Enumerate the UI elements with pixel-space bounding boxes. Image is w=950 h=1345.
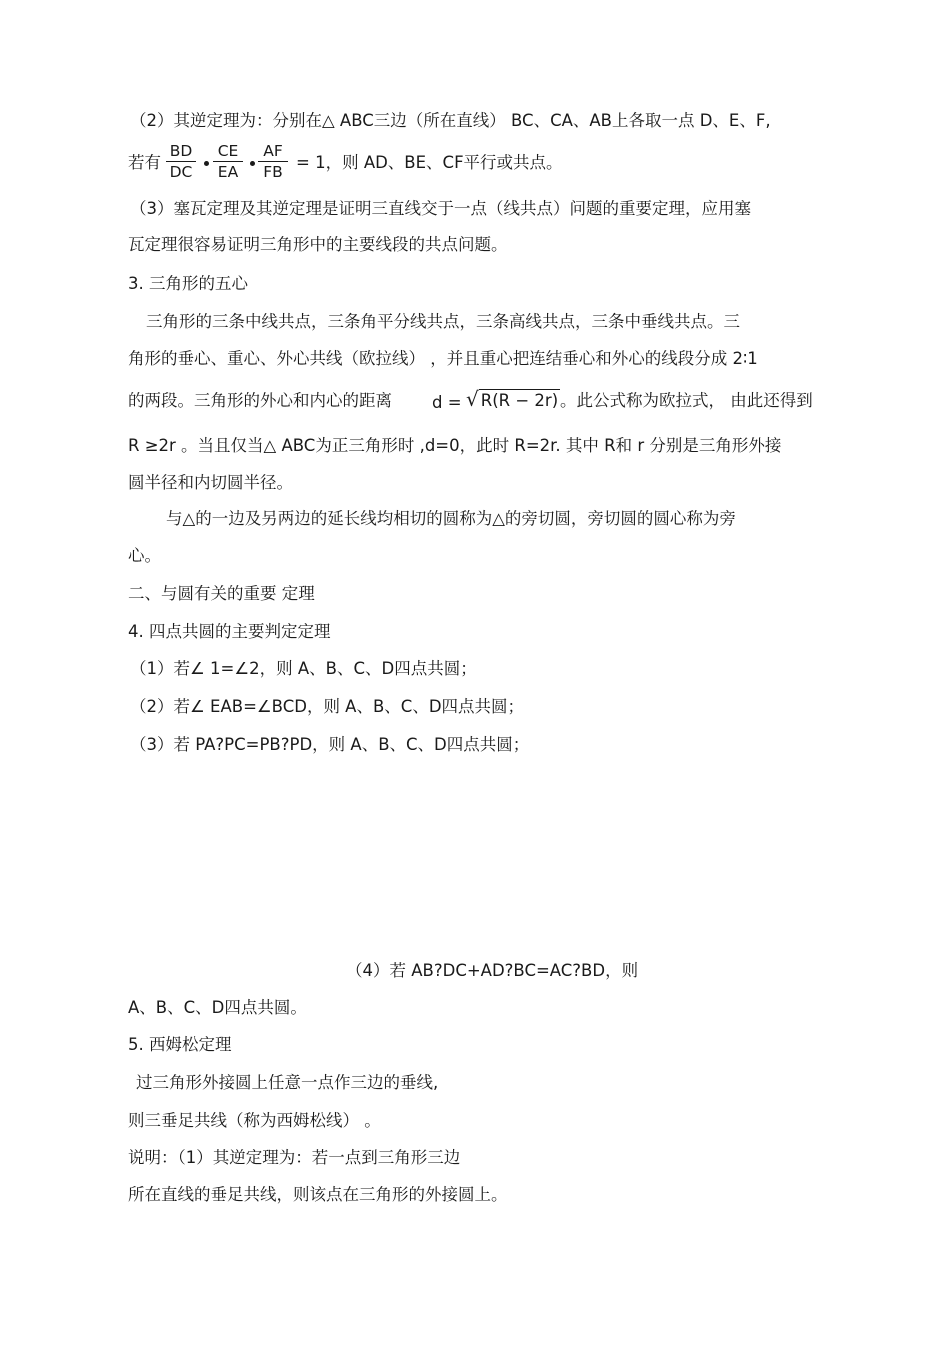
fraction-numerator: BD xyxy=(169,142,193,160)
label-c: C xyxy=(916,945,929,964)
fraction-bd-dc xyxy=(166,142,196,181)
paragraph-euler-suffix: 。此公式称为欧拉式， 由此还得到 xyxy=(560,391,813,410)
label-b: B xyxy=(697,811,709,830)
paragraph-condition-suffix: = 1，则 AD、BE、CF平行或共点。 xyxy=(296,153,563,172)
paragraph-inequality: R ≥2r 。当且仅当△ ABC为正三角形时 ,d=0，此时 R=2r. 其中 R和 r 分别是三角形外接 xyxy=(128,436,782,455)
label-a: A xyxy=(852,801,864,820)
simson-note-1: 说明：（1）其逆定理为：若一点到三角形三边 xyxy=(128,1148,461,1167)
fraction-numerator: AF xyxy=(263,142,283,160)
criterion-2: （2）若∠ EAB=∠BCD，则 A、B、C、D四点共圆； xyxy=(130,697,525,716)
paragraph-ceva-importance: （3）塞瓦定理及其逆定理是证明三直线交于一点（线共点）问题的重要定理，应用塞 xyxy=(130,199,751,218)
label-angle-1: 1 xyxy=(160,882,170,901)
fraction-ce-ea xyxy=(213,142,243,181)
simson-text-2: 则三垂足共线（称为西姆松线） 。 xyxy=(128,1111,381,1130)
label-angle-2: 2 xyxy=(236,859,246,878)
paragraph-converse: （2）其逆定理为：分别在△ ABC三边（所在直线） BC、CA、AB上各取一点 D、E、F, xyxy=(130,111,771,130)
paragraph-centers-2: 角形的垂心、重心、外心共线（欧拉线） ，并且重心把连结垂心和外心的线段分成 2∶1 xyxy=(128,349,758,368)
formula-d: d = xyxy=(432,393,462,412)
label-d: D xyxy=(388,921,401,940)
label-a: A xyxy=(519,921,531,940)
paragraph-centers-1: 三角形的三条中线共点，三条角平分线共点，三条高线共点，三条中垂线共点。三 xyxy=(146,312,740,331)
label-c: C xyxy=(366,867,379,886)
paragraph-condition-prefix: 若有 xyxy=(128,153,161,172)
formula-radicand: R(R − 2r) xyxy=(480,391,559,410)
fraction-denominator: DC xyxy=(169,163,193,181)
label-b: B xyxy=(519,791,531,810)
label-e: E xyxy=(608,897,620,916)
simson-text-1: 过三角形外接圆上任意一点作三边的垂线, xyxy=(136,1073,439,1092)
paragraph-ceva-application: 瓦定理很容易证明三角形中的主要线段的共点问题。 xyxy=(128,235,508,254)
fraction-numerator: CE xyxy=(217,142,239,160)
criterion-4: （4）若 AB?DC+AD?BC=AC?BD，则 xyxy=(346,961,639,980)
formula-sqrt: √ R(R − 2r) xyxy=(466,387,559,411)
paragraph-excircle: 与△的一边及另两边的延长线均相切的圆称为△的旁切圆，旁切圆的圆心称为旁 xyxy=(166,509,736,528)
paragraph-excenter: 心。 xyxy=(128,546,161,565)
multiply-dot xyxy=(250,161,255,166)
criterion-1: （1）若∠ 1=∠2，则 A、B、C、D四点共圆； xyxy=(130,659,477,678)
label-d: D xyxy=(684,915,697,934)
heading-five-centers: 3. 三角形的五心 xyxy=(128,274,248,293)
label-b: B xyxy=(758,958,770,977)
simson-note-2: 所在直线的垂足共线，则该点在三角形的外接圆上。 xyxy=(128,1185,508,1204)
label-c: C xyxy=(284,898,297,917)
criterion-3: （3）若 PA?PC=PB?PD，则 A、B、C、D四点共圆； xyxy=(130,735,530,754)
fraction-af-fb xyxy=(258,142,288,181)
heading-concyclic: 4. 四点共圆的主要判定定理 xyxy=(128,622,331,641)
label-b: B xyxy=(149,929,161,948)
heading-circle-theorems: 二、与圆有关的重要 定理 xyxy=(128,584,315,603)
fraction-denominator: EA xyxy=(217,163,239,181)
criterion-4-conclusion: A、B、C、D四点共圆。 xyxy=(128,998,307,1017)
fraction-denominator: FB xyxy=(263,163,283,181)
paragraph-euler-prefix: 的两段。三角形的外心和内心的距离 xyxy=(128,391,392,410)
label-d: D xyxy=(235,775,248,794)
paragraph-radii: 圆半径和内切圆半径。 xyxy=(128,473,293,492)
label-p: P xyxy=(732,722,744,741)
multiply-dot xyxy=(204,161,209,166)
label-a: A xyxy=(115,854,127,873)
label-d: D xyxy=(919,877,932,896)
heading-simson: 5. 西姆松定理 xyxy=(128,1035,232,1054)
